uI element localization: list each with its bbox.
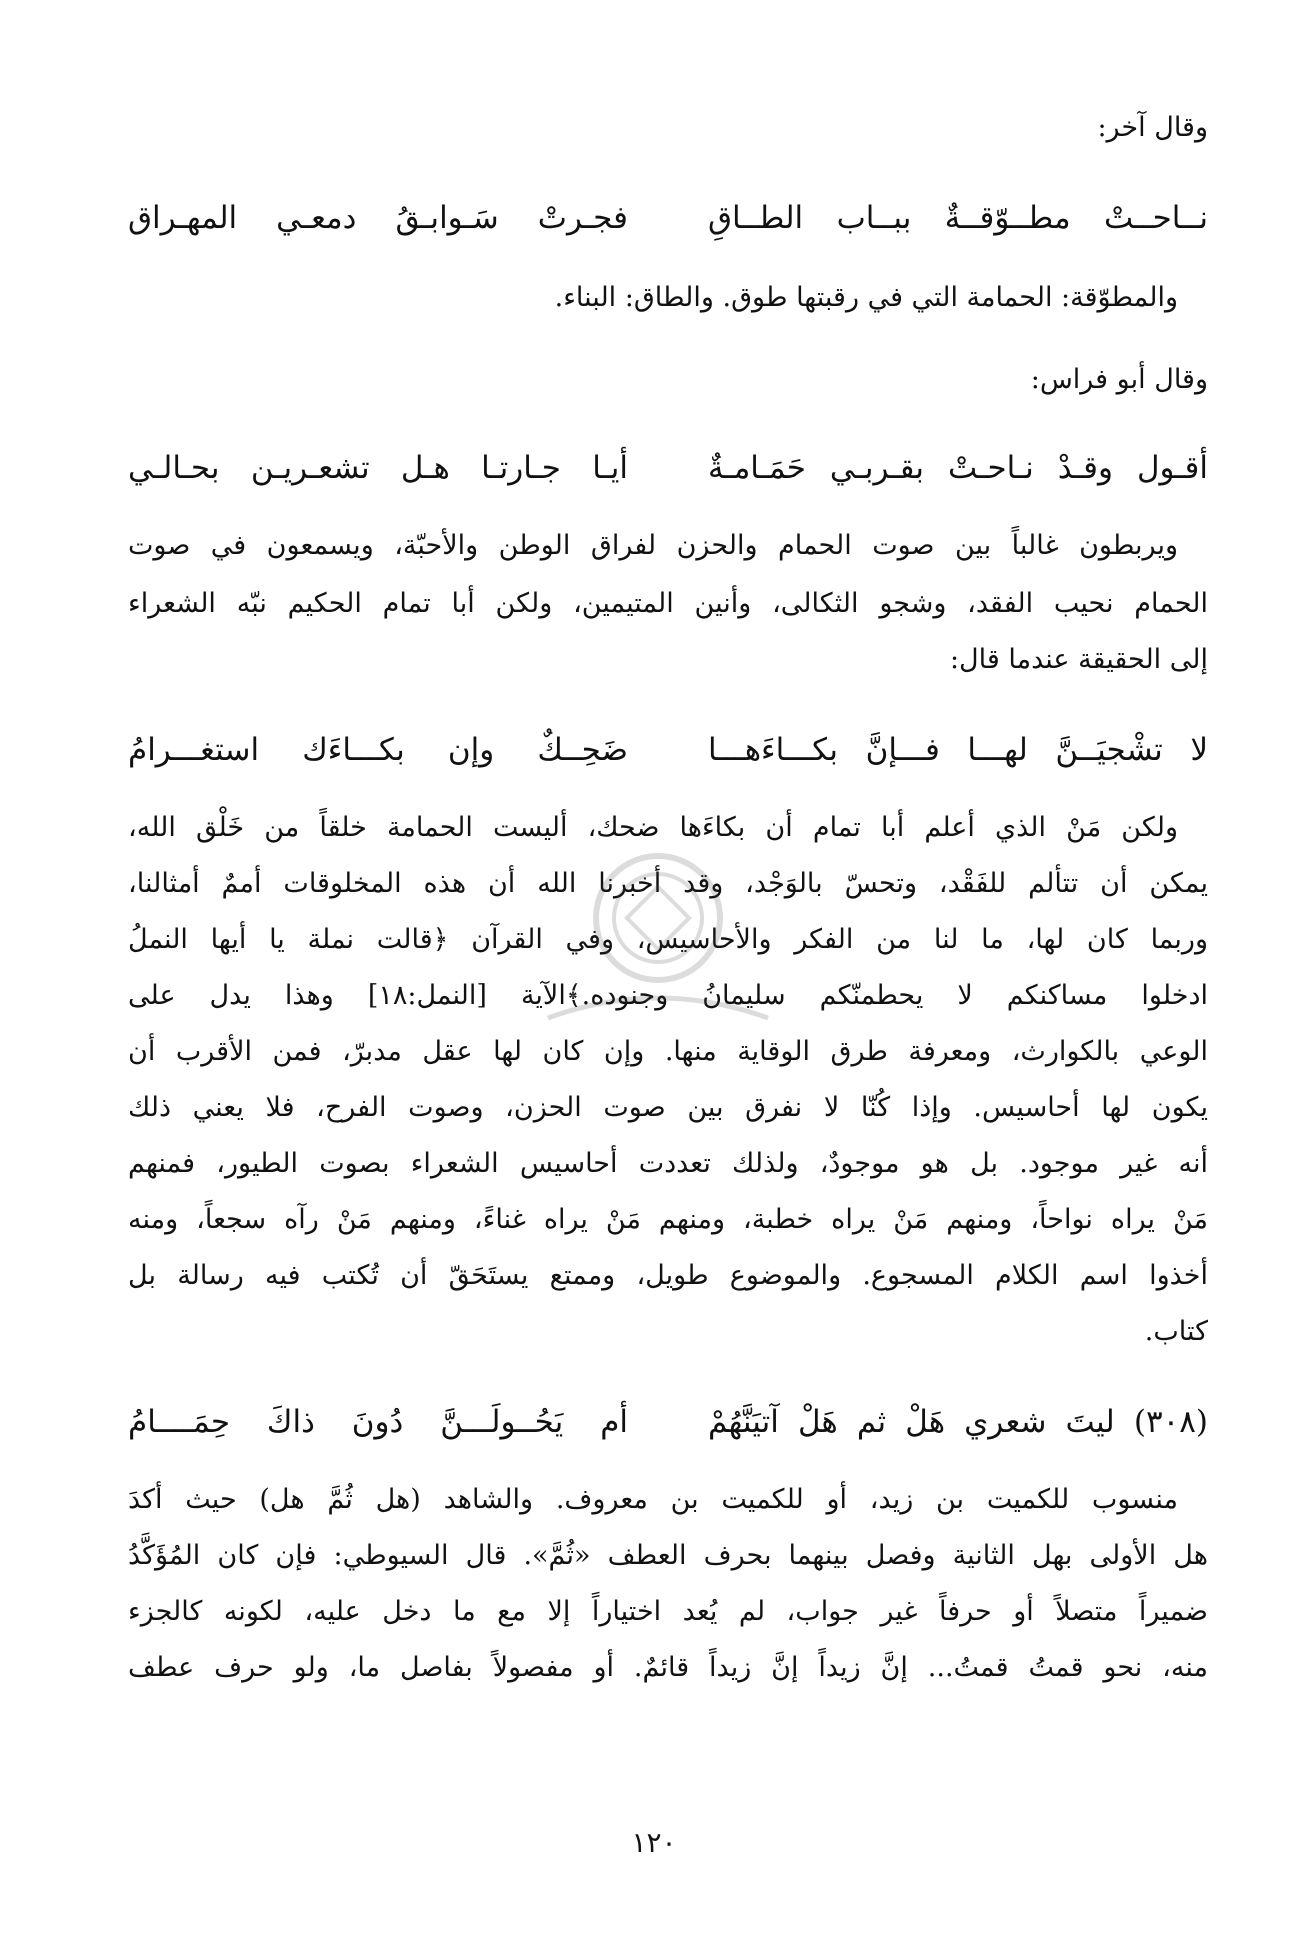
- text-line: الحمام نحيب الفقد، وشجو الثكالى، وأنين المتيمين، ولكن أبا تمام الحكيم نبّه الشعراء: [128, 588, 1208, 619]
- verse-first-hemistich: نــاحــتْ مطــوّقــةٌ ببــاب الطــاقِ: [708, 200, 1208, 236]
- page-number: ١٢٠: [631, 1826, 677, 1859]
- text-line: منه، نحو قمتُ قمتُ... إنَّ زيداً إنَّ زيداً قائمٌ. أو مفصولاً بفاصل ما، ولو حرف عطف: [128, 1652, 1208, 1683]
- text-line: يمكن أن تتألم للفَقْد، وتحسّ بالوَجْد، وقد أخبرنا الله أن هذه المخلوقات أممٌ أمثالنا،: [128, 868, 1208, 899]
- text-line: الوعي بالكوارث، ومعرفة طرق الوقاية منها. وإن كان لها عقل مدبرّ، فمن الأقرب أن: [128, 1036, 1208, 1067]
- verse-second-hemistich: ضَحِــكٌ وإن بكـــاءَك استغـــرامُ: [128, 732, 628, 768]
- text-line: يكون لها أحاسيس. وإذا كُنّا لا نفرق بين صوت الحزن، وصوت الفرح، فلا يعني ذلك: [128, 1092, 1208, 1123]
- text-line: ضميراً متصلاً أو حرفاً غير جواب، لم يُعد اختياراً إلا مع ما دخل عليه، لكونه كالجزء: [128, 1596, 1208, 1627]
- text-line: والمطوّقة: الحمامة التي في رقبتها طوق. والطاق: البناء.: [554, 282, 1178, 313]
- text-line: ويربطون غالباً بين صوت الحمام والحزن لفراق الوطن والأحبّة، ويسمعون في صوت: [128, 530, 1178, 561]
- text-line: هل الأولى بهل الثانية وفصل بينهما بحرف العطف «ثُمَّ». قال السيوطي: فإن كان المُؤَكَّدُ: [128, 1540, 1208, 1571]
- library-seal-watermark: [528, 818, 788, 1038]
- text-line: وقال آخر:: [1097, 112, 1208, 143]
- text-line: ولكن مَنْ الذي أعلم أبا تمام أن بكاءَها ضحك، أليست الحمامة خلقاً من خَلْق الله،: [128, 812, 1178, 843]
- verse-first-hemistich: (٣٠٨) ليتَ شعري هَلْ ثم هَلْ آتيَنَّهُمْ: [708, 1404, 1208, 1440]
- text-line: أنه غير موجود. بل هو موجودٌ، ولذلك تعددت أحاسيس الشعراء بصوت الطيور، فمنهم: [128, 1148, 1208, 1179]
- poem-verse: [128, 190, 1208, 246]
- verse-first-hemistich: لا تشْجيَــنَّ لهـــا فـــإنَّ بكـــاءَهـــا: [708, 732, 1208, 768]
- text-line: إلى الحقيقة عندما قال:: [949, 644, 1208, 675]
- poem-verse: [128, 440, 1208, 496]
- text-line: وقال أبو فراس:: [1030, 364, 1208, 395]
- verse-first-hemistich: أقـول وقـدْ نـاحـتْ بقـربـي حَمَـامـةٌ: [708, 450, 1208, 486]
- verse-second-hemistich: أم يَحُــولَـــنَّ دُونَ ذاكَ حِمَــــامُ: [128, 1404, 628, 1440]
- text-line: وربما كان لها، ما لنا من الفكر والأحاسيس، وفي القرآن ﴿قالت نملة يا أيها النملُ: [128, 924, 1208, 955]
- verse-second-hemistich: أيـا جـارتـا هـل تشعـريـن بحـالـي: [128, 450, 628, 486]
- poem-verse: [128, 1394, 1208, 1450]
- verse-second-hemistich: فجـرتْ سَـوابـقُ دمعـي المهـراق: [128, 200, 628, 236]
- text-line: مَنْ يراه نواحاً، ومنهم مَنْ يراه خطبة، ومنهم مَنْ يراه غناءً، ومنهم مَنْ رآه سجعاً، ومنه: [128, 1204, 1208, 1235]
- text-line: كتاب.: [1144, 1316, 1208, 1347]
- poem-verse: [128, 722, 1208, 778]
- text-line: ادخلوا مساكنكم لا يحطمنّكم سليمانُ وجنوده.﴾الآية [النمل:١٨] وهذا يدل على: [128, 980, 1209, 1011]
- text-line: أخذوا اسم الكلام المسجوع. والموضوع طويل، وممتع يستَحَقّ أن تُكتب فيه رسالة بل: [128, 1260, 1208, 1291]
- text-line: منسوب للكميت بن زيد، أو للكميت بن معروف. والشاهد (هل ثُمَّ هل) حيث أكدَ: [128, 1484, 1178, 1515]
